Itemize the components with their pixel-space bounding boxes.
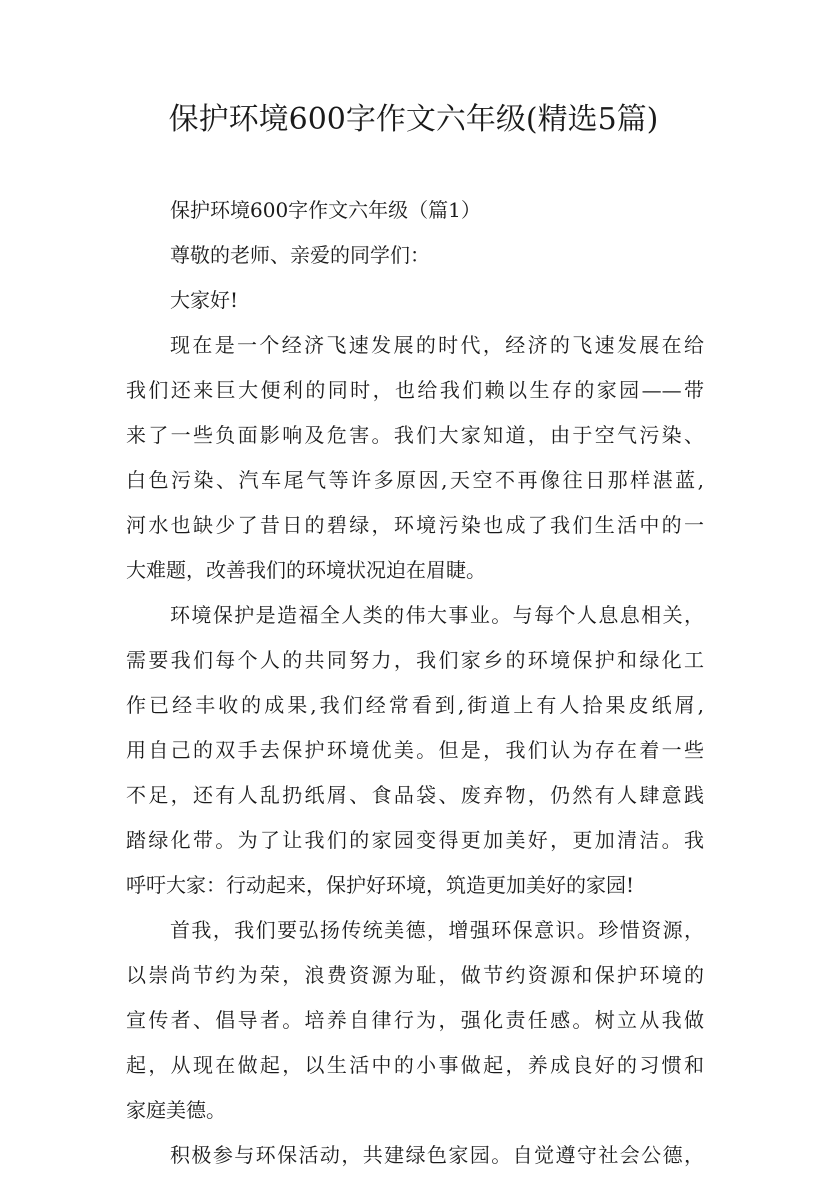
text-line: 环境保护是造福全人类的伟大事业。与每个人息息相关，	[170, 603, 704, 627]
document-body	[126, 188, 704, 1178]
text-line: 需要我们每个人的共同努力，我们家乡的环境保护和绿化工	[126, 648, 704, 672]
text-line: 家庭美德。	[126, 1098, 226, 1122]
text-line: 起，从现在做起，以生活中的小事做起，养成良好的习惯和	[126, 1053, 704, 1077]
text-line: 白色污染、汽车尾气等许多原因,天空不再像往日那样湛蓝,	[126, 468, 704, 492]
text-line: 现在是一个经济飞速发展的时代，经济的飞速发展在给	[170, 333, 704, 357]
text-line: 作已经丰收的成果,我们经常看到,街道上有人拾果皮纸屑,	[126, 693, 704, 717]
text-line: 踏绿化带。为了让我们的家园变得更加美好，更加清洁。我	[126, 828, 704, 852]
text-line: 宣传者、倡导者。培养自律行为，强化责任感。树立从我做	[126, 1008, 704, 1032]
text-line: 积极参与环保活动，共建绿色家园。自觉遵守社会公德，	[170, 1143, 704, 1167]
text-line: 我们还来巨大便利的同时，也给我们赖以生存的家园——带	[126, 378, 704, 402]
document-title: 保护环境600字作文六年级(精选5篇)	[168, 102, 659, 137]
text-line: 呼吁大家：行动起来，保护好环境，筑造更加美好的家园!	[126, 873, 635, 897]
text-line: 不足，还有人乱扔纸屑、食品袋、废弃物，仍然有人肆意践	[126, 783, 704, 807]
text-line: 用自己的双手去保护环境优美。但是，我们认为存在着一些	[126, 738, 704, 762]
text-line: 河水也缺少了昔日的碧绿，环境污染也成了我们生活中的一	[126, 513, 704, 537]
text-line: 保护环境600字作文六年级（篇1）	[170, 198, 481, 222]
text-line: 以崇尚节约为荣，浪费资源为耻，做节约资源和保护环境的	[126, 963, 704, 987]
text-line: 首我，我们要弘扬传统美德，增强环保意识。珍惜资源，	[170, 918, 704, 942]
text-line: 尊敬的老师、亲爱的同学们：	[170, 243, 430, 267]
text-line: 大难题，改善我们的环境状况迫在眉睫。	[126, 558, 486, 582]
text-line: 来了一些负面影响及危害。我们大家知道，由于空气污染、	[126, 423, 704, 447]
text-line: 大家好!	[170, 288, 239, 312]
